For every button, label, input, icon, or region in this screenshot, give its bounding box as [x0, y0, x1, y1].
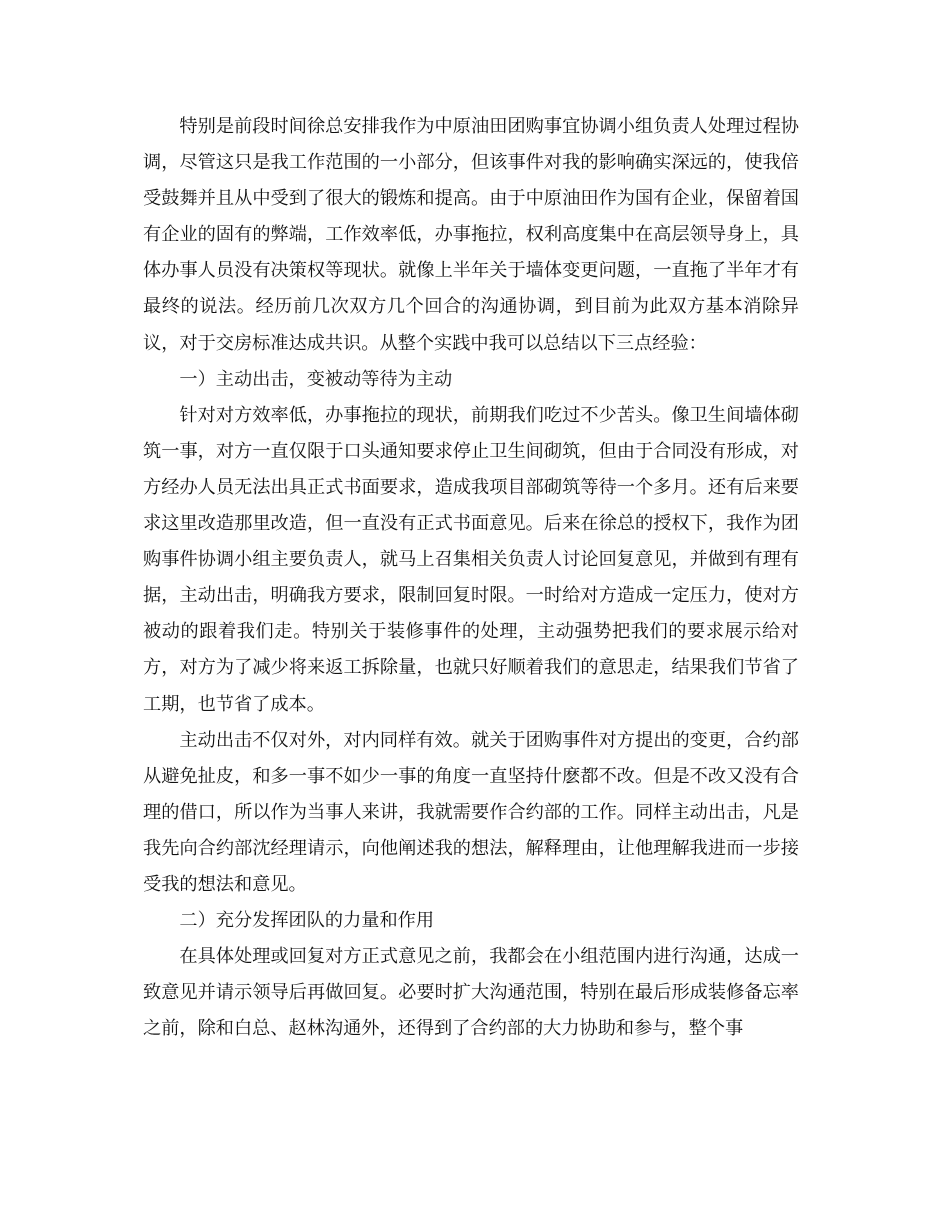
- section-heading-1: 一）主动出击，变被动等待为主动: [179, 368, 453, 390]
- paragraph-intro: 特别是前段时间徐总安排我作为中原油田团购事宜协调小组负责人处理过程协调，尽管这只是我工作范围的一小部分，但该事件对我的影响确实深远的，使我倍受鼓舞并且从中受到了很大的锻炼和提高。由于中原油田作为国有企业，保留着国有企业的固有的弊端，工作效率低，办事拖拉，权利高度集中在高层领导身上，具体办事人员没有决策权等现状。就像上半年关于墙体变更问题，一直拖了半年才有最终的说法。经历前几次双方几个回合的沟通协调，到目前为此双方基本消除异议，对于交房标准达成共识。从整个实践中我可以总结以下三点经验：: [143, 116, 799, 354]
- document-page: [143, 109, 799, 1047]
- paragraph-body: 主动出击不仅对外，对内同样有效。就关于团购事件对方提出的变更，合约部从避免扯皮，和多一事不如少一事的角度一直坚持什麽都不改。但是不改又没有合理的借口，所以作为当事人来讲，我就需要作合约部的工作。同样主动出击，凡是我先向合约部沈经理请示，向他阐述我的想法，解释理由，让他理解我进而一步接受我的想法和意见。: [143, 729, 799, 895]
- section-heading-2: 二）充分发挥团队的力量和作用: [179, 910, 435, 932]
- paragraph-body: 针对对方效率低，办事拖拉的现状，前期我们吃过不少苦头。像卫生间墙体砌筑一事，对方一直仅限于口头通知要求停止卫生间砌筑，但由于合同没有形成，对方经办人员无法出具正式书面要求，造成我项目部砌筑等待一个多月。还有后来要求这里改造那里改造，但一直没有正式书面意见。后来在徐总的授权下，我作为团购事件协调小组主要负责人，就马上召集相关负责人讨论回复意见，并做到有理有据，主动出击，明确我方要求，限制回复时限。一时给对方造成一定压力，使对方被动的跟着我们走。特别关于装修事件的处理，主动强势把我们的要求展示给对方，对方为了减少将来返工拆除量，也就只好顺着我们的意思走，结果我们节省了工期，也节省了成本。: [143, 404, 799, 715]
- paragraph-body: 在具体处理或回复对方正式意见之前，我都会在小组范围内进行沟通，达成一致意见并请示领导后再做回复。必要时扩大沟通范围，特别在最后形成装修备忘率之前，除和白总、赵林沟通外，还得到了合约部的大力协助和参与，整个事: [143, 946, 799, 1040]
